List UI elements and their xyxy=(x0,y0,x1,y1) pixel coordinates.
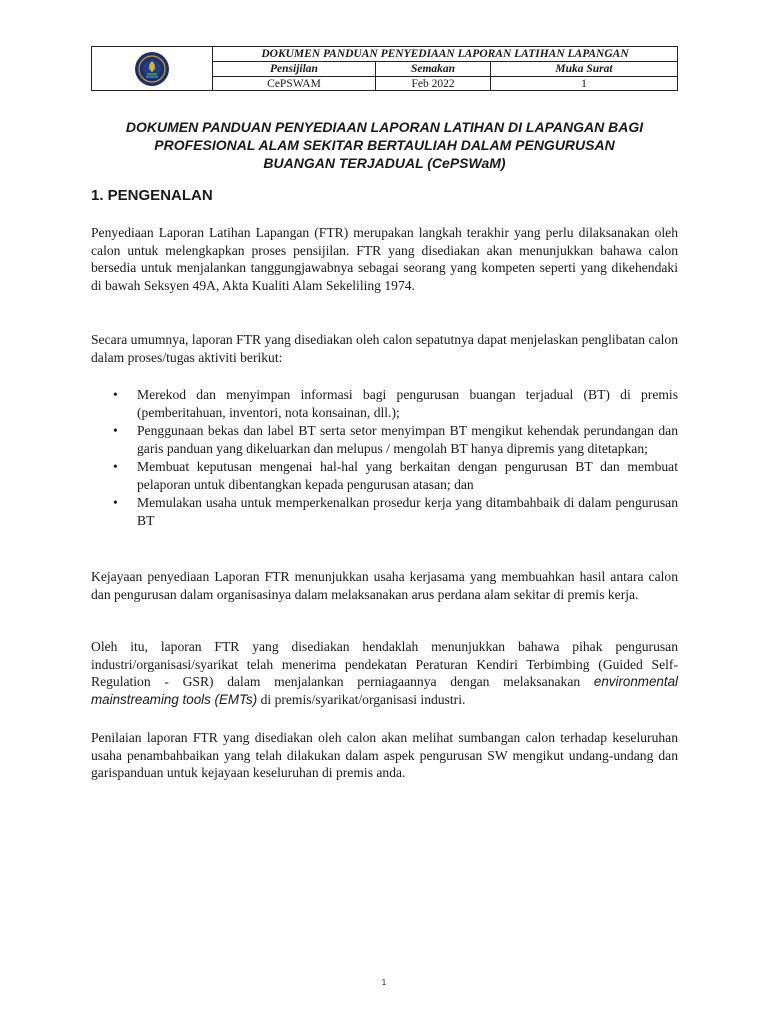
page-number: 1 xyxy=(381,978,387,987)
activity-list xyxy=(91,386,678,530)
header-value-certification: CePSWAM xyxy=(213,77,376,91)
list-item xyxy=(91,494,678,529)
list-item xyxy=(91,458,678,493)
header-label-revision: Semakan xyxy=(376,62,491,76)
bullet-icon: • xyxy=(113,459,118,474)
document-title xyxy=(91,118,678,172)
list-item xyxy=(91,422,678,457)
paragraph-scope: Secara umumnya, laporan FTR yang disediakan oleh calon sepatutnya dapat menjelaskan penglibatan calon dalam proses/tugas aktiviti berikut: xyxy=(91,332,678,365)
paragraph-assessment: Penilaian laporan FTR yang disediakan oleh calon akan melihat sumbangan calon terhadap keseluruhan usaha penambahbaikan yang telah dilakukan dalam aspek pengurusan SW mengikut undang-undang dan garispanduan untuk kejayaan keseluruhan di premis anda. xyxy=(91,730,678,780)
bullet-icon: • xyxy=(113,423,118,438)
paragraph-gsr-text: Oleh itu, laporan FTR yang disediakan hendaklah menunjukkan bahawa pihak pengurusan industri/organisasi/syarikat telah menerima pendekatan Peraturan Kendiri Terbimbing (Guided Self-Regulation - GSR) dalam menjalankan perniagaannya dengan melaksanakan xyxy=(91,639,678,689)
bullet-icon: • xyxy=(113,387,118,402)
list-item-text: Merekod dan menyimpan informasi bagi pengurusan buangan terjadual (BT) di premis (pemberitahuan, inventori, nota konsainan, dll.); xyxy=(137,387,678,420)
header-value-revision: Feb 2022 xyxy=(376,77,491,91)
document-title-line-3: BUANGAN TERJADUAL (CePSWaM) xyxy=(263,155,506,171)
section-heading: 1. PENGENALAN xyxy=(91,187,213,204)
paragraph-success: Kejayaan penyediaan Laporan FTR menunjukkan usaha kerjasama yang membuahkan hasil antara calon dan pengurusan dalam organisasinya dalam melaksanakan arus perdana alam sekitar di premis kerja. xyxy=(91,569,678,602)
header-value-page: 1 xyxy=(581,78,587,90)
paragraph-gsr xyxy=(91,638,678,708)
document-title-line-2: PROFESIONAL ALAM SEKITAR BERTAULIAH DALAM PENGURUSAN xyxy=(154,137,615,153)
document-header-table xyxy=(91,46,678,91)
bullet-icon: • xyxy=(113,495,118,510)
university-seal-logo xyxy=(134,51,170,87)
logo-cell xyxy=(92,47,213,90)
list-item-text: Memulakan usaha untuk memperkenalkan prosedur kerja yang ditambahbaik di dalam pengurusan BT xyxy=(137,495,678,528)
list-item-text: Membuat keputusan mengenai hal-hal yang berkaitan dengan pengurusan BT dan membuat pelaporan untuk dibentangkan kepada pengurusan atasan; dan xyxy=(137,459,678,492)
paragraph-intro: Penyediaan Laporan Latihan Lapangan (FTR) merupakan langkah terakhir yang perlu dilaksanakan oleh calon untuk melengkapkan proses pensijilan. FTR yang disediakan akan menunjukkan bahawa calon bersedia untuk menjalankan tanggungjawabnya sebagai seorang yang kompeten seperti yang dikehendaki di bawah Seksyen 49A, Akta Kualiti Alam Sekeliling 1974. xyxy=(91,225,678,293)
document-title-line-1: DOKUMEN PANDUAN PENYEDIAAN LAPORAN LATIHAN DI LAPANGAN BAGI xyxy=(125,119,644,135)
paragraph-gsr-emphasis: environmental mainstreaming tools (EMTs) xyxy=(91,674,678,707)
paragraph-gsr-tail: di premis/syarikat/organisasi industri. xyxy=(257,691,466,707)
header-label-page: Muka Surat xyxy=(555,63,613,75)
header-title: DOKUMEN PANDUAN PENYEDIAAN LAPORAN LATIHAN LAPANGAN xyxy=(213,47,677,62)
list-item-text: Penggunaan bekas dan label BT serta setor menyimpan BT mengikut kehendak perundangan dan garis panduan yang dikeluarkan dan melupus / mengolah BT hanya dipremis yang ditetapkan; xyxy=(137,423,678,456)
list-item xyxy=(91,386,678,421)
header-label-certification: Pensijilan xyxy=(213,62,376,76)
